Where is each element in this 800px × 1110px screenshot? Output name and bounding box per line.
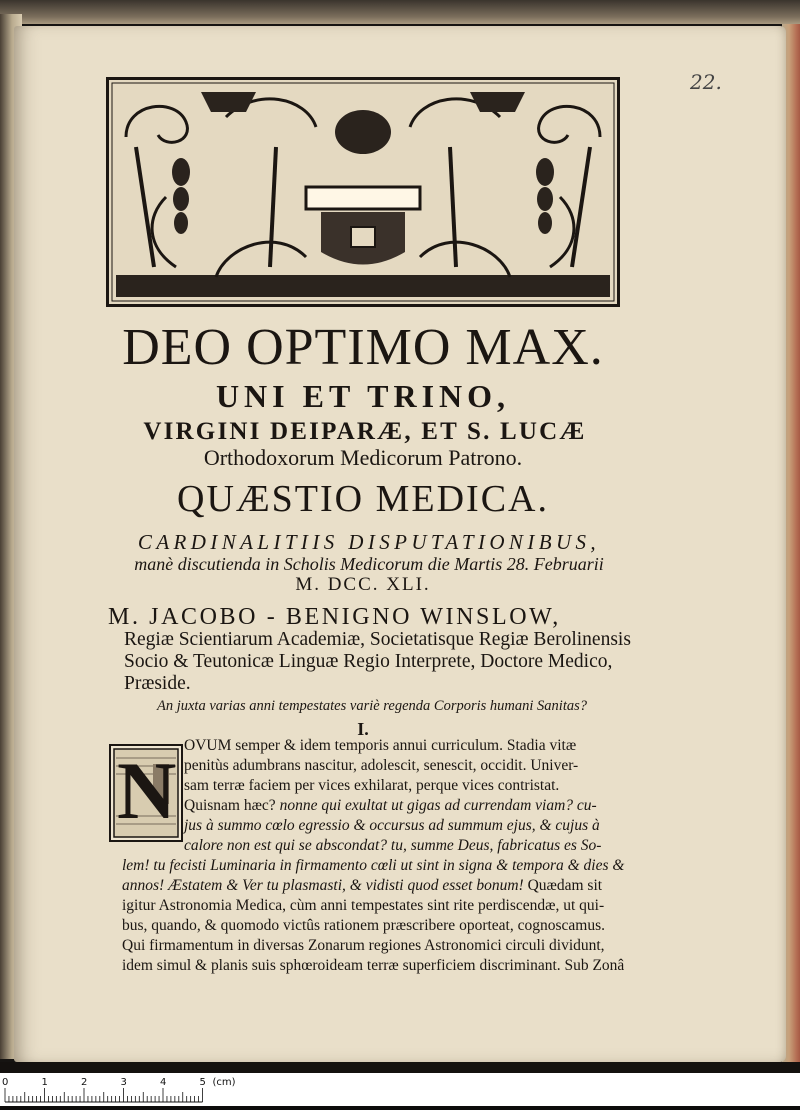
decorated-initial — [109, 744, 183, 842]
date-line: manè discutienda in Scholis Medicorum die Martis 28. Februarii — [134, 554, 604, 574]
body-text-span: igitur Astronomia Medica, cùm anni tempestates sint rite perdiscendæ, ut qui- — [122, 897, 605, 914]
body-line — [184, 836, 601, 856]
body-text-span: OVUM semper & idem temporis annui curriculum. Stadia vitæ — [184, 737, 577, 754]
body-line — [122, 876, 602, 896]
book-top-edge — [0, 0, 800, 24]
question-line: An juxta varias anni tempestates variè regenda Corporis humani Sanitas? — [156, 698, 587, 714]
body-line — [122, 936, 605, 956]
body-line — [184, 736, 576, 756]
body-text-span: jus à summo cœlo egressio & occursus ad summum ejus, & cujus à — [184, 817, 600, 834]
body-line — [122, 916, 605, 936]
body-line — [122, 856, 624, 876]
ruler-number: 3 — [120, 1077, 127, 1088]
body-text-span: annos! Æstatem & Ver tu plasmasti, & vidisti quod esset bonum! — [122, 877, 528, 894]
body-text-span: Quisnam hæc? — [184, 797, 280, 814]
ornamental-headpiece — [106, 77, 620, 307]
body-line — [184, 756, 578, 776]
scan-bottom-border — [0, 1062, 800, 1073]
body-line — [122, 896, 604, 916]
body-text-span: penitùs adumbrans nascitur, adolescit, senescit, occidit. Univer- — [184, 757, 579, 774]
folio-number: 22. — [690, 70, 722, 94]
quaestio-heading: QUÆSTIO MEDICA. — [177, 478, 549, 520]
ruler-number: 1 — [41, 1077, 48, 1088]
section-number: I. — [357, 719, 369, 739]
initial-letter: N — [117, 745, 177, 836]
body-line — [184, 776, 559, 796]
ruler-number: 2 — [81, 1077, 88, 1088]
praeses-name: M. JACOBO - BENIGNO WINSLOW, — [108, 604, 561, 630]
body-text-span: sam terræ faciem per vices exhilarat, perque vices contristat. — [184, 777, 560, 794]
body-text-span: calore non est qui se abscondat? tu, summe Deus, fabricatus es So- — [184, 837, 602, 854]
body-text-span: Qui firmamentum in diversas Zonarum regiones Astronomici circuli dividunt, — [122, 937, 605, 954]
body-line — [184, 796, 597, 816]
ruler-unit: (cm) — [212, 1077, 236, 1088]
body-line — [184, 816, 600, 836]
title-line-2: UNI ET TRINO, — [215, 378, 511, 414]
body-text-span: idem simul & planis suis sphœroideam terræ superficiem discriminant. Sub Zonâ — [122, 957, 625, 974]
title-line-4: Orthodoxorum Medicorum Patrono. — [203, 445, 523, 470]
body-text-span: Quædam sit — [527, 877, 603, 894]
praeses-title-3: Præside. — [124, 673, 191, 694]
praeses-title-1: Regiæ Scientiarum Academiæ, Societatisque Regiæ Berolinensis — [124, 629, 631, 650]
title-line-1: DEO OPTIMO MAX. — [122, 319, 604, 376]
ruler-number: 4 — [160, 1077, 167, 1088]
praeses-title-2: Socio & Teutonicæ Linguæ Regio Interprete, Doctore Medico, — [124, 651, 613, 672]
body-text-span: lem! tu fecisti Luminaria in firmamento cœli ut sint in signa & tempora & dies & — [122, 857, 625, 874]
body-text-span: bus, quando, & quomodo victûs rationem præscribere oporteat, cognoscamus. — [122, 917, 605, 934]
body-text-span: nonne qui exultat ut gigas ad currendam viam? cu- — [279, 797, 597, 814]
ruler-number: 5 — [199, 1077, 206, 1088]
title-line-3: VIRGINI DEIPARÆ, ET S. LUCÆ — [143, 418, 587, 445]
body-line — [122, 956, 624, 976]
disputation-line: CARDINALITIIS DISPUTATIONIBUS, — [137, 530, 601, 554]
year-line: M. DCC. XLI. — [295, 574, 431, 595]
ruler-number: 0 — [2, 1077, 9, 1088]
